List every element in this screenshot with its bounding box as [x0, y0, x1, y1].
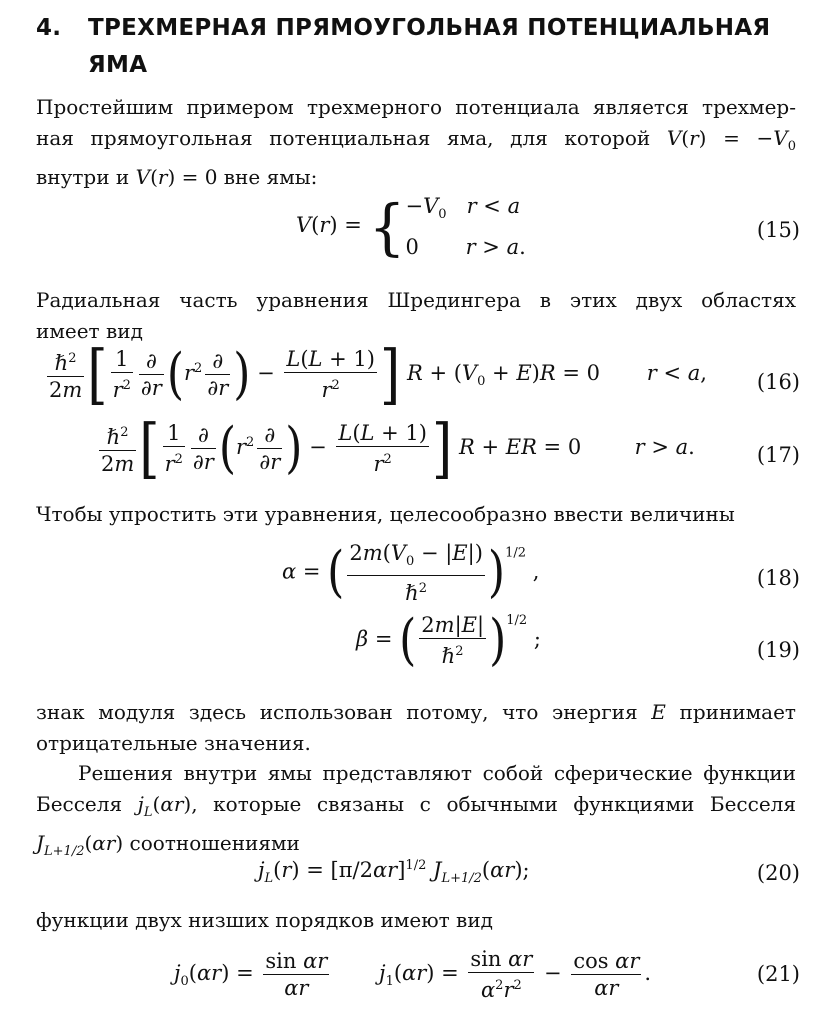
intro-line-3-text-b: вне ямы: [217, 165, 318, 189]
simplify-paragraph [36, 499, 796, 530]
equation-20-number: (20) [756, 861, 800, 885]
modulus-line-1-text-b: принимает [665, 700, 796, 724]
equation-21-number: (21) [756, 962, 800, 986]
bessel-line-3: $J_{L+1/2}(\alpha r)$ соотношениями [36, 831, 300, 859]
modulus-line-1-text-a: знак модуля здесь использован потому, что энергия [36, 700, 652, 724]
equation-15-number: (15) [756, 218, 800, 242]
section-title-line2: ЯМА [88, 52, 148, 78]
equation-20: $j_L(r) = [\pi/2\alpha r]^{1/2}$ $J_{L+1/2}(\alpha r)$; [258, 858, 530, 887]
section-heading [36, 10, 796, 84]
intro-paragraph [36, 92, 796, 193]
bessel-line-2-text-a: Бесселя [36, 792, 138, 816]
equation-21: $j_0(\alpha r)$ = $\frac{\text{sin αr}}{\alpha r}$ $j_1(\alpha r)$ = $\frac{\text{sin αr}}{\alpha^2r^2}$ − $\frac{\text{cos αr}}{\alpha r}$ . [174, 947, 652, 1002]
equation-19: β = ( $\frac{2m|E|}{\hbar^2}$ )$^{1/2}$ ; [356, 608, 541, 672]
intro-line-1: Простейшим примером трехмерного потенциала является трехмер- [36, 95, 796, 119]
equation-15: V(r) = { $-V_0$ r < a 0 r > a. [296, 190, 526, 263]
equation-18-number: (18) [756, 566, 800, 590]
radial-line-1: Радиальная часть уравнения Шредингера в этих двух областях [36, 288, 796, 312]
intro-line-2-text: ная прямоугольная потенциальная яма, для которой [36, 126, 667, 150]
radial-line-2: имеет вид [36, 319, 143, 343]
modulus-paragraph [36, 697, 796, 759]
intro-line-2: ная прямоугольная потенциальная яма, для которой $V(r) = -V_0$ [36, 126, 796, 154]
lowest-line: функции двух низших порядков имеют вид [36, 908, 493, 932]
modulus-line-1: знак модуля здесь использован потому, что энергия E принимает [36, 700, 796, 724]
section-number: 4. [36, 15, 62, 41]
equation-17: $\frac{\hbar^2}{2m}$ [ $\frac{1}{r^2}$ $\frac{\partial}{\partial r}$ ($r^2$ $\frac{\partial}{\partial r}$ ) − $\frac{L(L + 1)}{r^2}$ ] R + ER = 0 r > a. [101, 411, 695, 486]
equation-16: $\frac{\hbar^2}{2m}$ [ $\frac{1}{r^2}$ $\frac{\partial}{\partial r}$ ($r^2$ $\frac{\partial}{\partial r}$ ) − $\frac{L(L + 1)}{r^2}$ ] $R + (V_0 + E)R = 0$ r < a, [49, 337, 707, 412]
simplify-line: Чтобы упростить эти уравнения, целесообразно ввести величины [36, 502, 735, 526]
intro-formula-inside: V [666, 126, 682, 150]
equation-19-number: (19) [756, 638, 800, 662]
section-title-line1: ТРЕХМЕРНАЯ ПРЯМОУГОЛЬНАЯ ПОТЕНЦИАЛЬНАЯ [88, 15, 771, 41]
equation-17-number: (17) [756, 443, 800, 467]
bessel-line-2: Бесселя $j_L(\alpha r)$, которые связаны с обычными функциями Бесселя [36, 792, 796, 820]
intro-line-3-text-a: внутри и [36, 165, 136, 189]
radial-paragraph [36, 285, 796, 347]
equation-18: α = ( $\frac{2m(V_0 - |E|)}{\hbar^2}$ )$^{1/2}$ , [282, 540, 540, 606]
modulus-line-2: отрицательные значения. [36, 731, 311, 755]
bessel-line-2-text-b: , которые связаны с обычными функциями Бесселя [191, 792, 796, 816]
bessel-line-1: Решения внутри ямы представляют собой сферические функции [78, 761, 796, 785]
bessel-line-3-text: соотношениями [123, 831, 300, 855]
equation-16-number: (16) [756, 370, 800, 394]
lowest-paragraph [36, 905, 796, 936]
bessel-paragraph [36, 758, 796, 867]
intro-line-3: внутри и V(r) = 0 вне ямы: [36, 165, 318, 189]
